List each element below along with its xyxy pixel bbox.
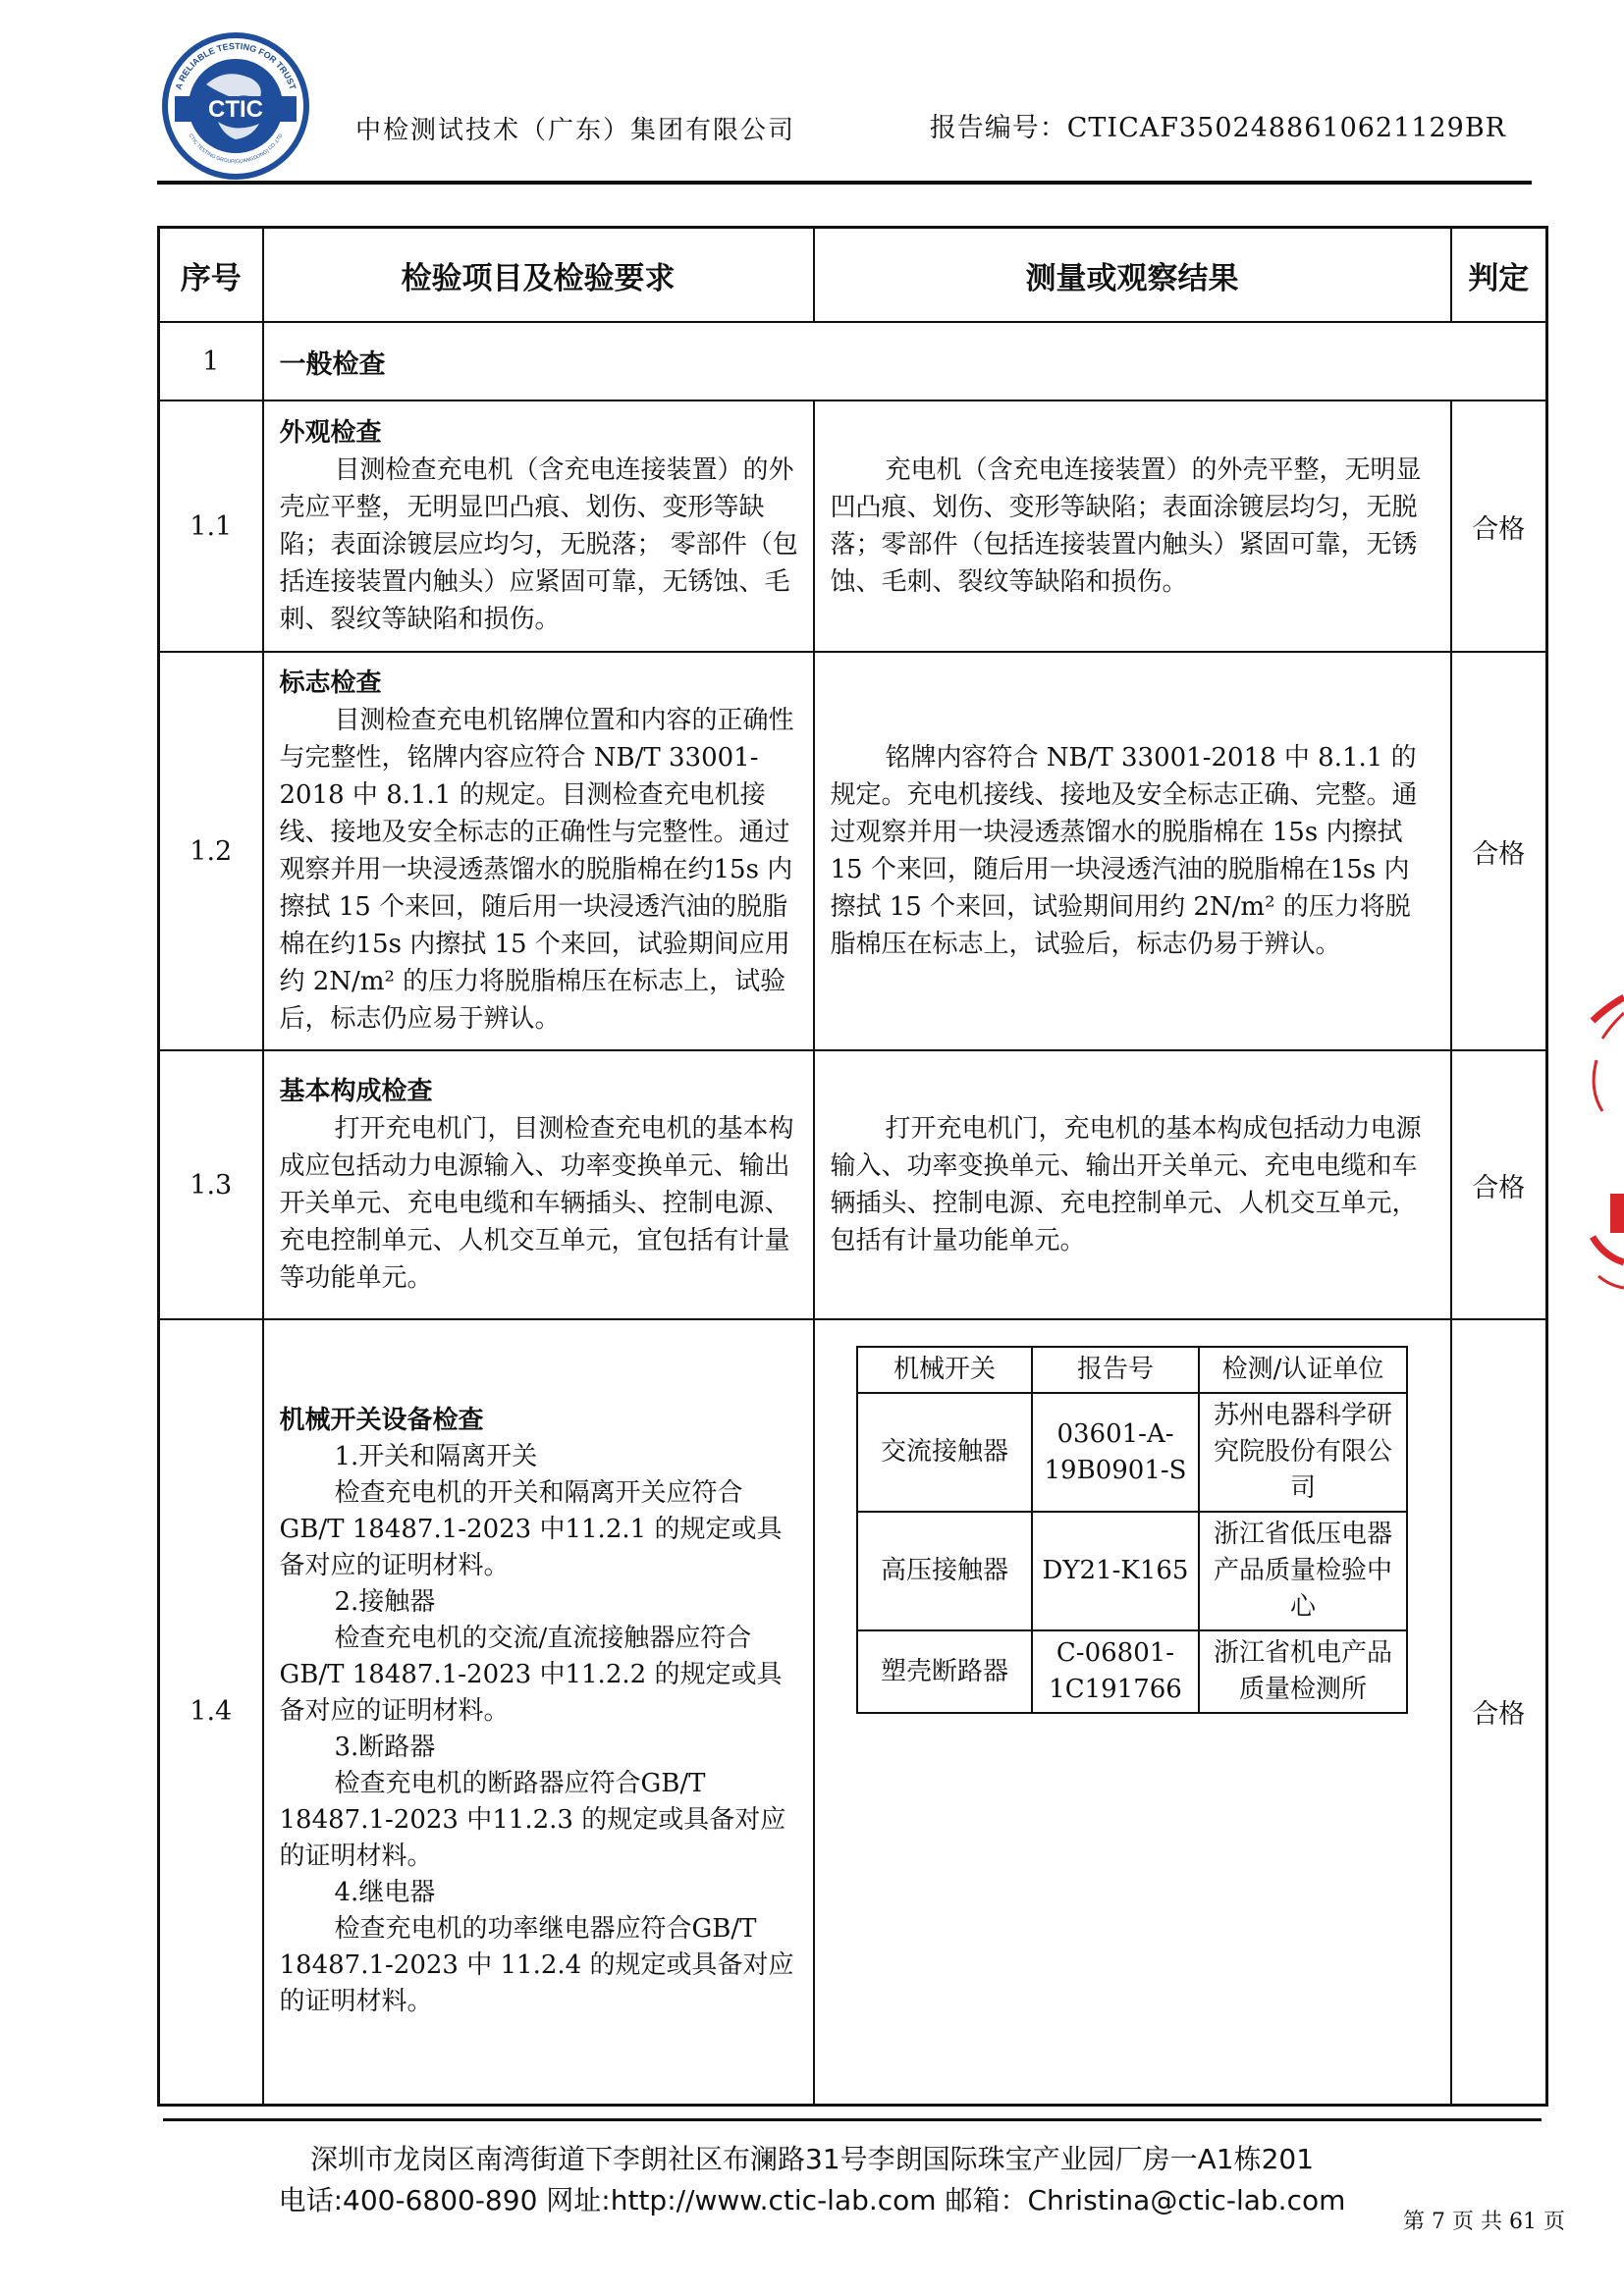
section-no: 1 <box>159 322 263 400</box>
row-verdict: 合格 <box>1451 1050 1547 1319</box>
row-no: 1.1 <box>159 400 263 652</box>
inner-cell: 交流接触器 <box>857 1393 1032 1512</box>
row-title: 机械开关设备检查 <box>279 1406 484 1436</box>
item-text: 检查充电机的功率继电器应符合GB/T 18487.1-2023 中 11.2.4 的规定或具备对应的证明材料。 <box>279 1914 794 2017</box>
item-text: 检查充电机的开关和隔离开关应符合GB/T 18487.1-2023 中11.2.1 的规定或具备对应的证明材料。 <box>279 1478 783 1581</box>
requirement-text: 目测检查充电机铭牌位置和内容的正确性与完整性，铭牌内容应符合 NB/T 33001-2018 中 8.1.1 的规定。目测检查充电机接线、接地及安全标志的正确性与完整性。通过观察并用一块浸透蒸馏水的脱脂棉在约15s 内擦拭 15 个来回，随后用一块浸透汽油的脱脂棉在约15s 内擦拭 15 个来回，试验期间应用约 2N/m² 的压力将脱脂棉压在标志上，试验后，标志仍应易于辨认。 <box>279 706 794 1034</box>
ctic-logo <box>157 27 314 185</box>
item-heading: 2.接触器 <box>334 1587 436 1618</box>
row-result <box>814 652 1451 1050</box>
col-header-verdict: 判定 <box>1451 228 1547 323</box>
svg-text:CTIC TESTING GROUP(GUANGDONG): CTIC TESTING GROUP(GUANGDONG) CO.,LTD <box>187 133 285 166</box>
row-title: 基本构成检查 <box>279 1077 433 1106</box>
inner-cell: C-06801-1C191766 <box>1032 1630 1199 1713</box>
inner-cell: 高压接触器 <box>857 1512 1032 1630</box>
inner-header: 检测/认证单位 <box>1199 1347 1407 1393</box>
table-row <box>159 1050 1547 1319</box>
header-divider <box>157 181 1532 185</box>
page-number: 第 7 页 共 61 页 <box>1403 2210 1565 2234</box>
inner-row <box>857 1393 1407 1512</box>
row-requirement <box>263 652 814 1050</box>
section-title: 一般检查 <box>263 322 1547 400</box>
inner-cell: 浙江省低压电器产品质量检验中心 <box>1199 1512 1407 1630</box>
table-row <box>159 1319 1547 2105</box>
row-title: 外观检查 <box>279 418 382 448</box>
result-text: 铭牌内容符合 NB/T 33001-2018 中 8.1.1 的规定。充电机接线、接地及安全标志正确、完整。通过观察并用一块浸透蒸馏水的脱脂棉在 15s 内擦拭 15 个来回，随后用一块浸透汽油的脱脂棉在15s 内擦拭 15 个来回，试验期间用约 2N/m² 的压力将脱脂棉压在标志上，试验后，标志仍易于辨认。 <box>830 743 1418 959</box>
row-verdict: 合格 <box>1451 1319 1547 2105</box>
inner-cell: 03601-A-19B0901-S <box>1032 1393 1199 1512</box>
svg-text:A RELIABLE TESTING FOR TRUST: A RELIABLE TESTING FOR TRUST <box>173 40 298 91</box>
inner-cell: 塑壳断路器 <box>857 1630 1032 1713</box>
col-header-no: 序号 <box>159 228 263 323</box>
footer-address: 深圳市龙岗区南湾街道下李朗社区布澜路31号李朗国际珠宝产业园厂房一A1栋201 <box>309 2143 1315 2175</box>
item-text: 检查充电机的断路器应符合GB/T 18487.1-2023 中11.2.3 的规定或具备对应的证明材料。 <box>279 1769 786 1872</box>
company-name: 中检测试技术（广东）集团有限公司 <box>355 116 796 145</box>
row-verdict: 合格 <box>1451 652 1547 1050</box>
row-no: 1.3 <box>159 1050 263 1319</box>
inspection-table <box>157 226 1548 2107</box>
row-no: 1.2 <box>159 652 263 1050</box>
result-text: 充电机（含充电连接装置）的外壳平整，无明显凹凸痕、划伤、变形等缺陷；表面涂镀层均匀，无脱落；零部件（包括连接装置内触头）紧固可靠，无锈蚀、毛刺、裂纹等缺陷和损伤。 <box>830 455 1422 597</box>
row-verdict: 合格 <box>1451 400 1547 652</box>
row-result <box>814 400 1451 652</box>
table-row <box>159 400 1547 652</box>
table-header-row <box>159 228 1547 323</box>
footer-divider <box>163 2118 1542 2121</box>
inner-row <box>857 1512 1407 1630</box>
section-row <box>159 322 1547 400</box>
item-heading: 3.断路器 <box>334 1733 436 1763</box>
row-result <box>814 1050 1451 1319</box>
row-result <box>814 1319 1451 2105</box>
svg-text:CTIC: CTIC <box>208 96 263 123</box>
inner-row <box>857 1630 1407 1713</box>
inner-header-row <box>857 1347 1407 1393</box>
item-text: 检查充电机的交流/直流接触器应符合 GB/T 18487.1-2023 中11.2.2 的规定或具备对应的证明材料。 <box>279 1624 783 1727</box>
item-heading: 1.开关和隔离开关 <box>334 1442 538 1472</box>
switch-cert-table <box>856 1346 1408 1714</box>
result-text: 打开充电机门，充电机的基本构成包括动力电源输入、功率变换单元、输出开关单元、充电电缆和车辆插头、控制电源、充电控制单元、人机交互单元，包括有计量功能单元。 <box>830 1114 1422 1255</box>
row-requirement <box>263 400 814 652</box>
item-heading: 4.继电器 <box>334 1878 436 1908</box>
inner-cell: 浙江省机电产品质量检测所 <box>1199 1630 1407 1713</box>
col-header-requirement: 检验项目及检验要求 <box>263 228 814 323</box>
requirement-text: 打开充电机门，目测检查充电机的基本构成应包括动力电源输入、功率变换单元、输出开关单元、充电电缆和车辆插头、控制电源、充电控制单元、人机交互单元，宜包括有计量等功能单元。 <box>279 1114 794 1293</box>
row-title: 标志检查 <box>279 668 382 698</box>
inner-cell: 苏州电器科学研究院股份有限公司 <box>1199 1393 1407 1512</box>
row-requirement <box>263 1050 814 1319</box>
row-requirement <box>263 1319 814 2105</box>
requirement-text: 目测检查充电机（含充电连接装置）的外壳应平整，无明显凹凸痕、划伤、变形等缺陷；表面涂镀层应均匀，无脱落； 零部件（包括连接装置内触头）应紧固可靠，无锈蚀、毛刺、裂纹等缺陷和损伤。 <box>279 455 798 634</box>
inner-cell: DY21-K165 <box>1032 1512 1199 1630</box>
report-number: 报告编号：CTICAF3502488610621129BR <box>929 113 1506 143</box>
seal-stamp-fragment <box>1585 991 1624 1306</box>
row-no: 1.4 <box>159 1319 263 2105</box>
table-row <box>159 652 1547 1050</box>
inner-header: 机械开关 <box>857 1347 1032 1393</box>
inner-header: 报告号 <box>1032 1347 1199 1393</box>
col-header-result: 测量或观察结果 <box>814 228 1451 323</box>
footer-contact: 电话:400-6800-890 网址:http://www.ctic-lab.com 邮箱：Christina@ctic-lab.com <box>278 2184 1346 2216</box>
